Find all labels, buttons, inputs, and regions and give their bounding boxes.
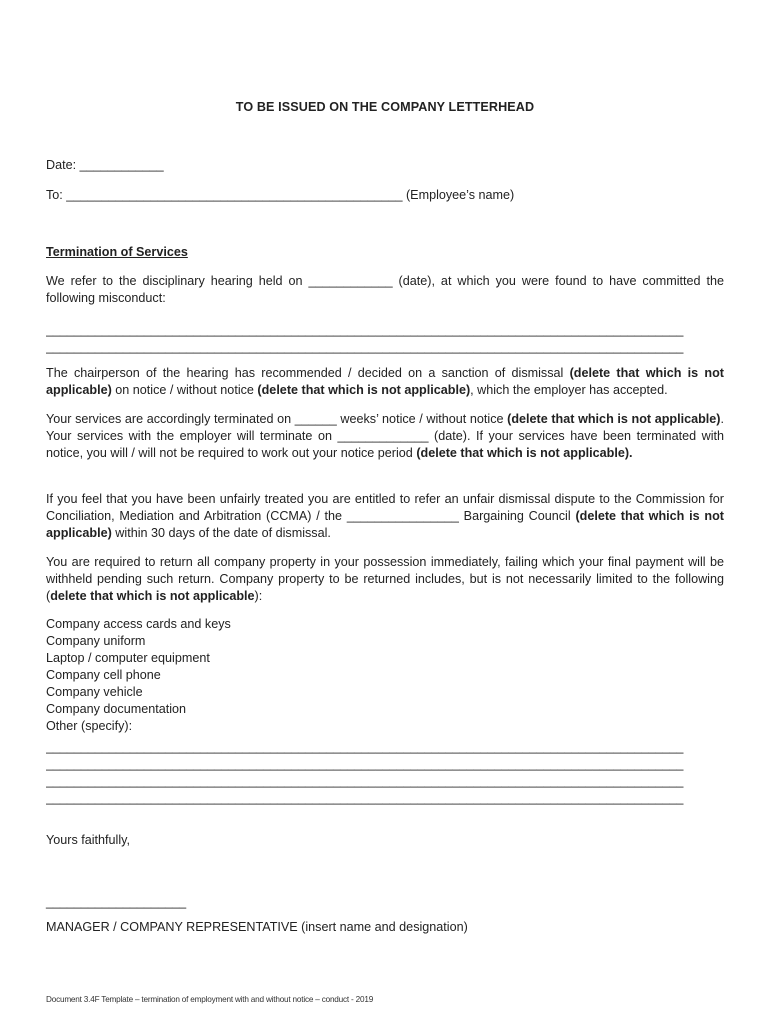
list-item: Other (specify):	[46, 719, 133, 733]
list-item: Company vehicle	[46, 685, 143, 699]
blank-line: ___________________________________________________________________________________________	[46, 340, 684, 354]
section-title: Termination of Services	[46, 245, 188, 259]
text-run: If you feel that you have been unfairly treated you are entitled to refer an unfair dismissal dispute to the Commission for Conciliation, Mediation and Arbitration (CCMA) / the ________________ Bargaining Council	[46, 492, 724, 523]
hearing-paragraph: We refer to the disciplinary hearing held on ____________ (date), at which you were found to have committed the following misconduct:	[46, 274, 724, 305]
list-item: Company uniform	[46, 634, 146, 648]
misconduct-blank-lines	[46, 322, 724, 356]
text-run: You are required to return all company property in your possession immediately, failing which your final payment will be withheld pending such return. Company property to be returned includes, but is not necessarily limited to the following (	[46, 555, 724, 603]
list-item: Company cell phone	[46, 668, 161, 682]
blank-line: ___________________________________________________________________________________________	[46, 323, 684, 337]
document-footer: Document 3.4F Template – termination of employment with and without notice – conduct - 2019	[46, 995, 374, 1004]
text-run: ):	[254, 589, 263, 603]
blank-line: ___________________________________________________________________________________________	[46, 791, 684, 805]
property-paragraph	[46, 554, 724, 605]
blank-line: ___________________________________________________________________________________________	[46, 740, 684, 754]
bold-run: (delete that which is not applicable)	[46, 509, 724, 540]
blank-line: ___________________________________________________________________________________________	[46, 774, 684, 788]
text-run: on notice / without notice	[111, 383, 258, 397]
text-run: Your services are accordingly terminated on ______ weeks’ notice / without notice	[46, 412, 508, 426]
signatory-title: MANAGER / COMPANY REPRESENTATIVE (insert name and designation)	[46, 920, 468, 934]
text-run: , which the employer has accepted.	[470, 383, 668, 397]
property-list	[46, 616, 231, 735]
sanction-paragraph	[46, 365, 724, 399]
date-field: Date: ____________	[46, 158, 164, 172]
closing-salutation: Yours faithfully,	[46, 833, 131, 847]
text-run: The chairperson of the hearing has recommended / decided on a sanction of dismissal	[46, 366, 570, 380]
recipient-field: To: ________________________________________________ (Employee’s name)	[46, 188, 515, 202]
text-run: . Your services with the employer will terminate on _____________ (date). If your services have been terminated with notice, you will / will not be required to work out your notice period	[46, 412, 724, 460]
bold-run: delete that which is not applicable	[50, 589, 255, 603]
dispute-paragraph	[46, 491, 724, 542]
list-item: Company documentation	[46, 702, 187, 716]
bold-run: (delete that which is not applicable).	[416, 446, 633, 460]
bold-run: (delete that which is not applicable)	[257, 383, 471, 397]
letterhead-heading: TO BE ISSUED ON THE COMPANY LETTERHEAD	[235, 100, 535, 114]
blank-line: ___________________________________________________________________________________________	[46, 757, 684, 771]
termination-paragraph	[46, 411, 724, 462]
other-blank-lines	[46, 739, 724, 807]
text-run: within 30 days of the date of dismissal.	[111, 526, 331, 540]
bold-run: (delete that which is not applicable)	[46, 366, 724, 397]
list-item: Laptop / computer equipment	[46, 651, 210, 665]
signature-line: ____________________	[46, 895, 187, 909]
list-item: Company access cards and keys	[46, 617, 231, 631]
bold-run: (delete that which is not applicable)	[507, 412, 721, 426]
